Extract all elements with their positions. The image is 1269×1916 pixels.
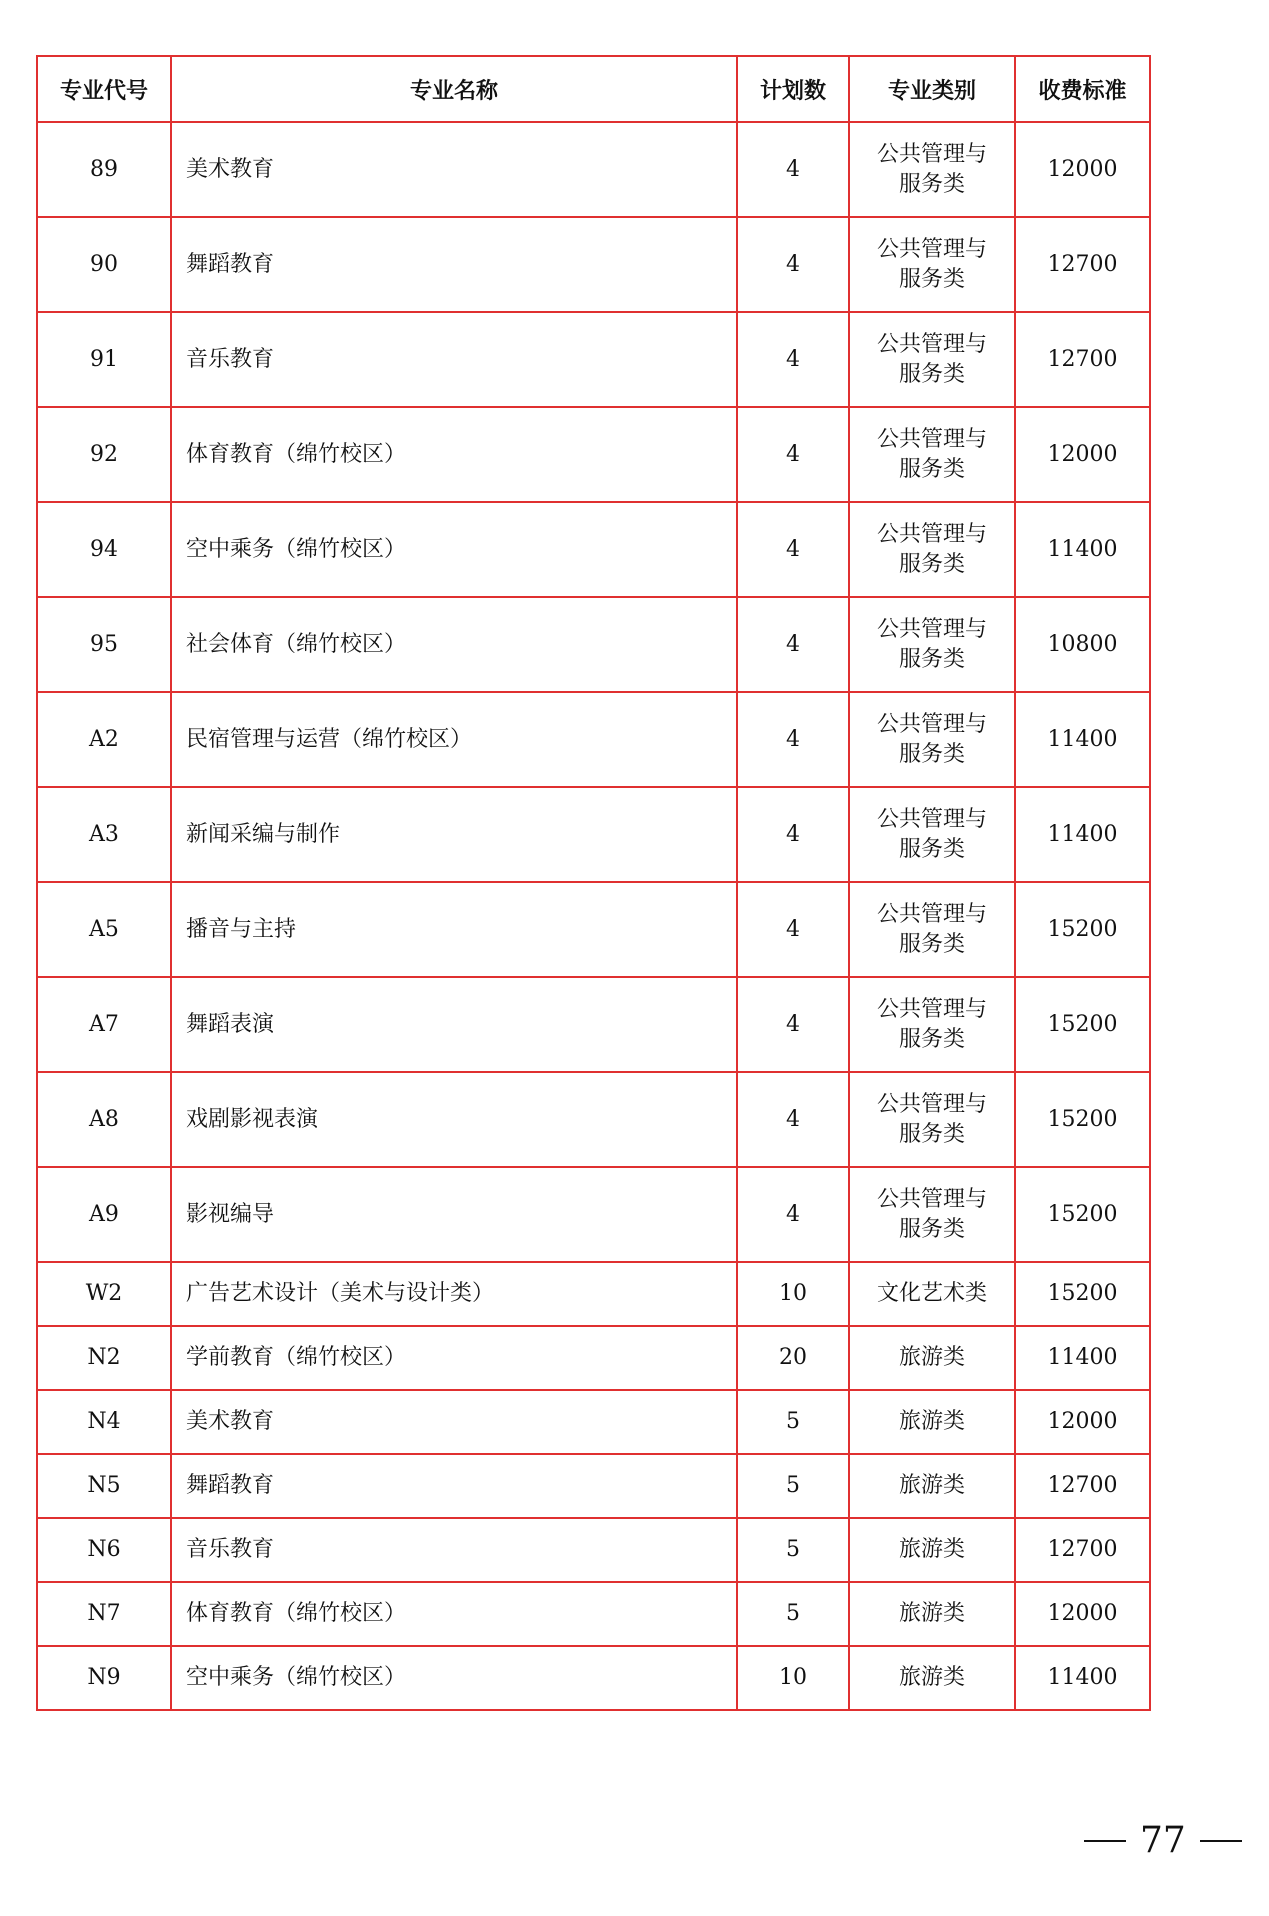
cell-category [849, 977, 1015, 1072]
cell-fee: 12000 [1015, 407, 1150, 502]
table-row [37, 1262, 1150, 1326]
category-line: 公共管理与 [876, 426, 987, 452]
cell-plan: 5 [737, 1518, 849, 1582]
cell-code: 90 [37, 217, 171, 312]
category-line: 文化艺术类 [876, 1281, 987, 1307]
table-row [37, 122, 1150, 217]
category-line: 旅游类 [898, 1473, 965, 1499]
cell-code: A9 [37, 1167, 171, 1262]
cell-code: A3 [37, 787, 171, 882]
cell-name: 广告艺术设计（美术与设计类） [171, 1262, 737, 1326]
table-row [37, 1326, 1150, 1390]
cell-plan: 10 [737, 1646, 849, 1710]
cell-category [849, 1646, 1015, 1710]
cell-fee: 12700 [1015, 1518, 1150, 1582]
category-line: 旅游类 [898, 1665, 965, 1691]
cell-category [849, 502, 1015, 597]
cell-plan: 4 [737, 597, 849, 692]
cell-code: 92 [37, 407, 171, 502]
table-row [37, 1167, 1150, 1262]
table-row [37, 787, 1150, 882]
category-line: 服务类 [898, 456, 965, 482]
category-line: 公共管理与 [876, 331, 987, 357]
cell-code: A5 [37, 882, 171, 977]
majors-table [36, 55, 1151, 1711]
cell-category [849, 692, 1015, 787]
header-category: 专业类别 [849, 56, 1015, 122]
cell-code: N9 [37, 1646, 171, 1710]
cell-plan: 5 [737, 1454, 849, 1518]
category-line: 服务类 [898, 741, 965, 767]
table-row [37, 407, 1150, 502]
cell-name: 社会体育（绵竹校区） [171, 597, 737, 692]
cell-name: 播音与主持 [171, 882, 737, 977]
category-line: 旅游类 [898, 1537, 965, 1563]
cell-plan: 4 [737, 787, 849, 882]
cell-category [849, 1326, 1015, 1390]
cell-name: 音乐教育 [171, 1518, 737, 1582]
cell-name: 影视编导 [171, 1167, 737, 1262]
table-row [37, 502, 1150, 597]
cell-fee: 12700 [1015, 217, 1150, 312]
header-fee: 收费标准 [1015, 56, 1150, 122]
category-line: 公共管理与 [876, 521, 987, 547]
cell-plan: 5 [737, 1582, 849, 1646]
cell-fee: 15200 [1015, 1072, 1150, 1167]
cell-code: N6 [37, 1518, 171, 1582]
table-row [37, 1646, 1150, 1710]
category-line: 公共管理与 [876, 901, 987, 927]
category-line: 服务类 [898, 1121, 965, 1147]
category-line: 服务类 [898, 836, 965, 862]
table-row [37, 977, 1150, 1072]
cell-name: 体育教育（绵竹校区） [171, 1582, 737, 1646]
cell-fee: 15200 [1015, 1167, 1150, 1262]
table-row [37, 217, 1150, 312]
cell-category [849, 882, 1015, 977]
cell-fee: 12000 [1015, 1390, 1150, 1454]
cell-name: 音乐教育 [171, 312, 737, 407]
cell-plan: 4 [737, 122, 849, 217]
cell-plan: 4 [737, 1072, 849, 1167]
cell-name: 舞蹈教育 [171, 1454, 737, 1518]
cell-plan: 4 [737, 882, 849, 977]
category-line: 公共管理与 [876, 616, 987, 642]
page-number: 77 [1140, 1820, 1186, 1861]
cell-fee: 15200 [1015, 977, 1150, 1072]
cell-plan: 4 [737, 1167, 849, 1262]
cell-category [849, 312, 1015, 407]
cell-name: 舞蹈教育 [171, 217, 737, 312]
category-line: 服务类 [898, 1026, 965, 1052]
table-row [37, 597, 1150, 692]
cell-name: 学前教育（绵竹校区） [171, 1326, 737, 1390]
cell-plan: 4 [737, 217, 849, 312]
cell-code: N7 [37, 1582, 171, 1646]
cell-category [849, 217, 1015, 312]
cell-code: 91 [37, 312, 171, 407]
footer-dash-left [1084, 1840, 1126, 1842]
cell-category [849, 1072, 1015, 1167]
cell-plan: 4 [737, 502, 849, 597]
cell-fee: 12000 [1015, 122, 1150, 217]
cell-fee: 11400 [1015, 787, 1150, 882]
cell-code: 94 [37, 502, 171, 597]
category-line: 公共管理与 [876, 806, 987, 832]
cell-plan: 4 [737, 312, 849, 407]
category-line: 公共管理与 [876, 1186, 987, 1212]
cell-code: N2 [37, 1326, 171, 1390]
table-row [37, 1518, 1150, 1582]
table-row [37, 882, 1150, 977]
category-line: 旅游类 [898, 1345, 965, 1371]
cell-code: 89 [37, 122, 171, 217]
cell-fee: 11400 [1015, 1326, 1150, 1390]
cell-category [849, 1582, 1015, 1646]
cell-category [849, 1454, 1015, 1518]
cell-code: 95 [37, 597, 171, 692]
cell-category [849, 597, 1015, 692]
category-line: 公共管理与 [876, 996, 987, 1022]
table-body [37, 122, 1150, 1710]
cell-fee: 15200 [1015, 882, 1150, 977]
cell-category [849, 1390, 1015, 1454]
cell-category [849, 407, 1015, 502]
footer-dash-right [1200, 1840, 1242, 1842]
table-row [37, 1582, 1150, 1646]
cell-category [849, 1518, 1015, 1582]
cell-category [849, 787, 1015, 882]
header-plan: 计划数 [737, 56, 849, 122]
cell-code: A7 [37, 977, 171, 1072]
cell-fee: 12700 [1015, 1454, 1150, 1518]
header-name: 专业名称 [171, 56, 737, 122]
table-row [37, 692, 1150, 787]
category-line: 公共管理与 [876, 711, 987, 737]
table-row [37, 1072, 1150, 1167]
cell-plan: 4 [737, 692, 849, 787]
table-row [37, 312, 1150, 407]
cell-name: 舞蹈表演 [171, 977, 737, 1072]
category-line: 服务类 [898, 931, 965, 957]
category-line: 服务类 [898, 1216, 965, 1242]
cell-plan: 10 [737, 1262, 849, 1326]
cell-name: 空中乘务（绵竹校区） [171, 1646, 737, 1710]
cell-name: 美术教育 [171, 122, 737, 217]
cell-plan: 20 [737, 1326, 849, 1390]
cell-name: 空中乘务（绵竹校区） [171, 502, 737, 597]
cell-plan: 4 [737, 977, 849, 1072]
category-line: 服务类 [898, 171, 965, 197]
table-row [37, 1454, 1150, 1518]
cell-name: 民宿管理与运营（绵竹校区） [171, 692, 737, 787]
cell-fee: 11400 [1015, 1646, 1150, 1710]
category-line: 公共管理与 [876, 236, 987, 262]
cell-fee: 10800 [1015, 597, 1150, 692]
cell-code: W2 [37, 1262, 171, 1326]
cell-fee: 12000 [1015, 1582, 1150, 1646]
cell-category [849, 1262, 1015, 1326]
cell-code: N4 [37, 1390, 171, 1454]
category-line: 旅游类 [898, 1409, 965, 1435]
cell-name: 体育教育（绵竹校区） [171, 407, 737, 502]
table-row [37, 1390, 1150, 1454]
category-line: 服务类 [898, 361, 965, 387]
category-line: 服务类 [898, 646, 965, 672]
cell-plan: 4 [737, 407, 849, 502]
category-line: 旅游类 [898, 1601, 965, 1627]
page-footer [1070, 1820, 1256, 1861]
cell-category [849, 1167, 1015, 1262]
cell-fee: 11400 [1015, 692, 1150, 787]
cell-code: N5 [37, 1454, 171, 1518]
cell-name: 新闻采编与制作 [171, 787, 737, 882]
cell-category [849, 122, 1015, 217]
header-code: 专业代号 [37, 56, 171, 122]
cell-fee: 11400 [1015, 502, 1150, 597]
table-header-row [37, 56, 1150, 122]
cell-name: 美术教育 [171, 1390, 737, 1454]
cell-fee: 15200 [1015, 1262, 1150, 1326]
category-line: 服务类 [898, 551, 965, 577]
cell-code: A8 [37, 1072, 171, 1167]
cell-fee: 12700 [1015, 312, 1150, 407]
category-line: 服务类 [898, 266, 965, 292]
category-line: 公共管理与 [876, 141, 987, 167]
cell-code: A2 [37, 692, 171, 787]
cell-name: 戏剧影视表演 [171, 1072, 737, 1167]
cell-plan: 5 [737, 1390, 849, 1454]
category-line: 公共管理与 [876, 1091, 987, 1117]
